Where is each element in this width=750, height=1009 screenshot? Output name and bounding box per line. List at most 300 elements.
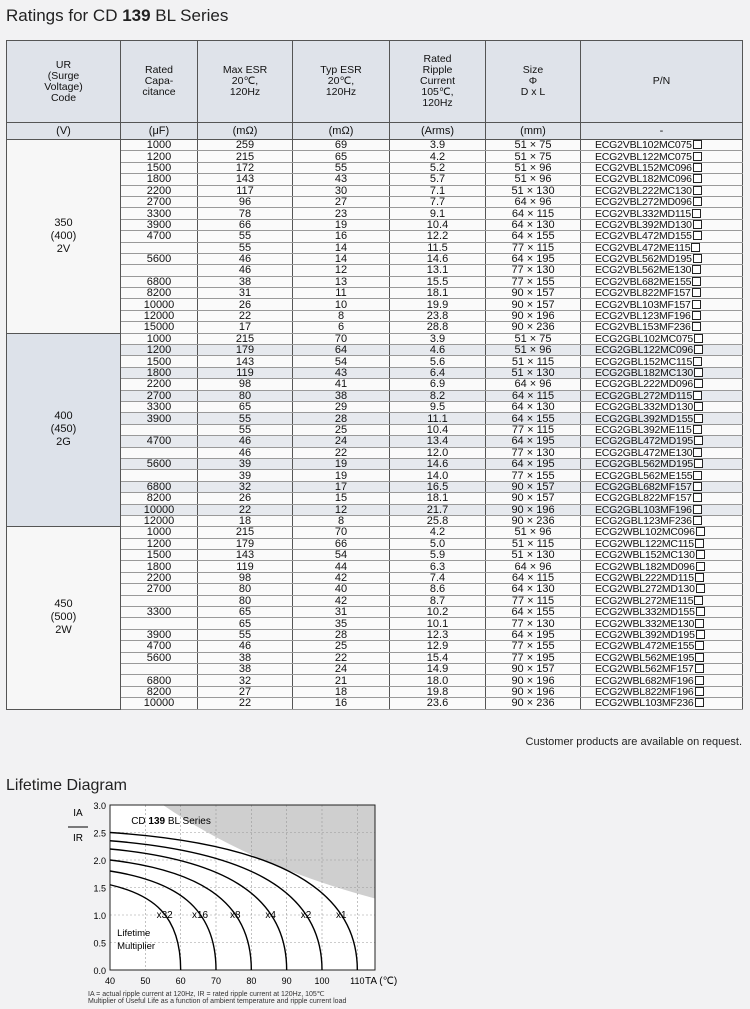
pn-cell: ECG2GBL562ME155	[581, 470, 743, 481]
capacitance-cell: 4700	[121, 436, 198, 447]
header-line: Rated	[423, 53, 452, 65]
voltage-line: 2G	[56, 436, 71, 449]
size-cell: 77 × 130	[486, 618, 581, 629]
checkbox-placeholder-icon	[692, 311, 701, 320]
typ-esr-cell: 24	[293, 663, 390, 674]
size-cell: 51 × 75	[486, 333, 581, 344]
typ-esr-cell: 30	[293, 185, 390, 196]
y-label-top: IA	[73, 808, 83, 819]
size-cell: 90 × 157	[486, 493, 581, 504]
checkbox-placeholder-icon	[695, 573, 704, 582]
typ-esr-cell: 44	[293, 561, 390, 572]
checkbox-placeholder-icon	[693, 220, 702, 229]
voltage-line: 350	[54, 216, 73, 229]
pn-cell: ECG2WBL822MF196	[581, 686, 743, 697]
size-cell: 77 × 115	[486, 242, 581, 253]
x-tick-label: 100	[314, 976, 330, 986]
capacitance-cell	[121, 470, 198, 481]
capacitance-cell: 8200	[121, 493, 198, 504]
max-esr-cell: 119	[198, 367, 293, 378]
col-header-ripple	[390, 41, 486, 123]
ripple-cell: 15.4	[390, 652, 486, 663]
size-cell: 64 × 115	[486, 572, 581, 583]
capacitance-cell: 1800	[121, 561, 198, 572]
max-esr-cell: 22	[198, 698, 293, 709]
ripple-cell: 28.8	[390, 322, 486, 333]
max-esr-cell: 55	[198, 629, 293, 640]
size-cell: 51 × 130	[486, 185, 581, 196]
pn-cell: ECG2GBL332MD130	[581, 401, 743, 412]
capacitance-cell	[121, 618, 198, 629]
typ-esr-cell: 19	[293, 219, 390, 230]
ripple-cell: 5.0	[390, 538, 486, 549]
max-esr-cell: 179	[198, 345, 293, 356]
checkbox-placeholder-icon	[693, 254, 702, 263]
max-esr-cell: 22	[198, 504, 293, 515]
ripple-cell: 12.0	[390, 447, 486, 458]
typ-esr-cell: 69	[293, 140, 390, 151]
ripple-cell: 14.9	[390, 663, 486, 674]
capacitance-cell: 1200	[121, 151, 198, 162]
typ-esr-cell: 16	[293, 231, 390, 242]
y-tick-label: 2.5	[93, 828, 106, 839]
header-line: Code	[50, 91, 77, 104]
header-line: 105℃,	[421, 86, 454, 98]
pn-cell: ECG2GBL562MD195	[581, 458, 743, 469]
checkbox-placeholder-icon	[693, 357, 702, 366]
capacitance-cell: 3300	[121, 208, 198, 219]
typ-esr-cell: 64	[293, 345, 390, 356]
ripple-cell: 5.6	[390, 356, 486, 367]
pn-cell: ECG2VBL222MC130	[581, 185, 743, 196]
pn-cell: ECG2WBL103MF236	[581, 698, 743, 709]
capacitance-cell: 10000	[121, 698, 198, 709]
multiplier-label-1: Lifetime	[117, 927, 151, 939]
max-esr-cell: 55	[198, 424, 293, 435]
ripple-cell: 14.6	[390, 458, 486, 469]
size-cell: 90 × 157	[486, 481, 581, 492]
capacitance-cell: 1500	[121, 162, 198, 173]
max-esr-cell: 46	[198, 436, 293, 447]
typ-esr-cell: 17	[293, 481, 390, 492]
pn-cell: ECG2VBL562ME130	[581, 265, 743, 276]
capacitance-cell: 3300	[121, 607, 198, 618]
max-esr-cell: 46	[198, 447, 293, 458]
header-line: UR	[55, 58, 72, 71]
header-line: Capa-	[144, 75, 174, 87]
checkbox-placeholder-icon	[696, 630, 705, 639]
max-esr-cell: 39	[198, 470, 293, 481]
capacitance-cell	[121, 447, 198, 458]
max-esr-cell: 117	[198, 185, 293, 196]
pn-cell: ECG2WBL682MF196	[581, 675, 743, 686]
table-row	[7, 527, 743, 538]
checkbox-placeholder-icon	[692, 209, 701, 218]
typ-esr-cell: 31	[293, 607, 390, 618]
typ-esr-cell: 35	[293, 618, 390, 629]
series-label-x1: x1	[336, 909, 347, 921]
pn-cell: ECG2WBL392MD195	[581, 629, 743, 640]
unit-ripple: (Arms)	[390, 123, 486, 140]
typ-esr-cell: 19	[293, 458, 390, 469]
voltage-group-400	[7, 333, 743, 527]
pn-cell: ECG2GBL392ME115	[581, 424, 743, 435]
checkbox-placeholder-icon	[695, 698, 704, 707]
size-cell: 90 × 196	[486, 675, 581, 686]
pn-cell: ECG2WBL562MF157	[581, 663, 743, 674]
capacitance-cell: 6800	[121, 481, 198, 492]
header-line: D x L	[520, 86, 546, 98]
chart-series-label: CD 139 BL Series	[131, 816, 211, 827]
typ-esr-cell: 25	[293, 641, 390, 652]
size-cell: 64 × 96	[486, 561, 581, 572]
unit-max-esr: (mΩ)	[198, 123, 293, 140]
ripple-cell: 4.2	[390, 527, 486, 538]
header-line: 20℃,	[327, 75, 355, 87]
typ-esr-cell: 42	[293, 595, 390, 606]
ripple-cell: 3.9	[390, 333, 486, 344]
typ-esr-cell: 40	[293, 584, 390, 595]
pn-cell: ECG2WBL222MD115	[581, 572, 743, 583]
typ-esr-cell: 12	[293, 504, 390, 515]
ripple-cell: 25.8	[390, 515, 486, 526]
ripple-cell: 21.7	[390, 504, 486, 515]
capacitance-cell: 12000	[121, 515, 198, 526]
checkbox-placeholder-icon	[693, 197, 702, 206]
max-esr-cell: 26	[198, 493, 293, 504]
checkbox-placeholder-icon	[693, 140, 702, 149]
capacitance-cell	[121, 242, 198, 253]
header-line: Voltage)	[44, 80, 83, 93]
pn-cell: ECG2VBL472MD155	[581, 231, 743, 242]
col-header-size	[486, 41, 581, 123]
checkbox-placeholder-icon	[694, 596, 703, 605]
checkbox-placeholder-icon	[696, 527, 705, 536]
voltage-line: 2V	[56, 242, 71, 255]
pn-cell: ECG2VBL123MF196	[581, 310, 743, 321]
capacitance-cell: 2200	[121, 185, 198, 196]
size-cell: 64 × 130	[486, 401, 581, 412]
pn-cell: ECG2WBL182MD096	[581, 561, 743, 572]
ripple-cell: 19.9	[390, 299, 486, 310]
ripple-cell: 5.2	[390, 162, 486, 173]
checkbox-placeholder-icon	[695, 664, 704, 673]
max-esr-cell: 32	[198, 675, 293, 686]
header-line: citance	[142, 86, 176, 98]
ratings-table	[6, 40, 743, 710]
capacitance-cell	[121, 595, 198, 606]
unit-capacitance: (μF)	[121, 123, 198, 140]
header-line: 120Hz	[422, 97, 453, 109]
checkbox-placeholder-icon	[694, 379, 703, 388]
pn-cell: ECG2WBL272MD130	[581, 584, 743, 595]
checkbox-placeholder-icon	[691, 243, 700, 252]
table-header-row	[7, 41, 743, 123]
size-cell: 51 × 130	[486, 550, 581, 561]
max-esr-cell: 172	[198, 162, 293, 173]
table-units-row	[7, 123, 743, 140]
size-cell: 77 × 155	[486, 276, 581, 287]
typ-esr-cell: 16	[293, 698, 390, 709]
ripple-cell: 5.9	[390, 550, 486, 561]
checkbox-placeholder-icon	[693, 231, 702, 240]
typ-esr-cell: 25	[293, 424, 390, 435]
typ-esr-cell: 22	[293, 447, 390, 458]
max-esr-cell: 55	[198, 413, 293, 424]
size-cell: 90 × 236	[486, 698, 581, 709]
typ-esr-cell: 65	[293, 151, 390, 162]
header-line: Typ ESR	[320, 64, 362, 76]
size-cell: 64 × 130	[486, 584, 581, 595]
capacitance-cell: 3900	[121, 629, 198, 640]
max-esr-cell: 98	[198, 572, 293, 583]
pn-cell: ECG2VBL562MD195	[581, 253, 743, 264]
typ-esr-cell: 29	[293, 401, 390, 412]
capacitance-cell: 4700	[121, 641, 198, 652]
voltage-line: (500)	[50, 611, 77, 624]
capacitance-cell: 1800	[121, 367, 198, 378]
size-cell: 51 × 96	[486, 345, 581, 356]
size-cell: 64 × 195	[486, 436, 581, 447]
size-cell: 77 × 155	[486, 641, 581, 652]
voltage-line: (400)	[50, 229, 77, 242]
typ-esr-cell: 19	[293, 470, 390, 481]
checkbox-placeholder-icon	[692, 322, 701, 331]
ripple-cell: 18.1	[390, 288, 486, 299]
ripple-cell: 10.1	[390, 618, 486, 629]
pn-cell: ECG2VBL272MD096	[581, 196, 743, 207]
size-cell: 77 × 130	[486, 265, 581, 276]
col-header-code	[7, 41, 121, 123]
checkbox-placeholder-icon	[695, 653, 704, 662]
ripple-cell: 7.7	[390, 196, 486, 207]
max-esr-cell: 259	[198, 140, 293, 151]
size-cell: 64 × 155	[486, 231, 581, 242]
checkbox-placeholder-icon	[693, 425, 702, 434]
ripple-cell: 8.7	[390, 595, 486, 606]
max-esr-cell: 55	[198, 242, 293, 253]
header-line: Size	[522, 64, 544, 76]
ripple-cell: 11.1	[390, 413, 486, 424]
pn-cell: ECG2GBL123MF236	[581, 515, 743, 526]
size-cell: 51 × 96	[486, 162, 581, 173]
typ-esr-cell: 41	[293, 379, 390, 390]
unit-pn: -	[581, 123, 743, 140]
pn-cell: ECG2WBL332ME130	[581, 618, 743, 629]
capacitance-cell: 2200	[121, 572, 198, 583]
max-esr-cell: 143	[198, 550, 293, 561]
header-line: Ripple	[422, 64, 453, 76]
typ-esr-cell: 8	[293, 515, 390, 526]
ripple-cell: 23.6	[390, 698, 486, 709]
max-esr-cell: 143	[198, 174, 293, 185]
size-cell: 64 × 195	[486, 629, 581, 640]
size-cell: 64 × 96	[486, 196, 581, 207]
pn-cell: ECG2VBL152MC096	[581, 162, 743, 173]
typ-esr-cell: 54	[293, 356, 390, 367]
pn-cell: ECG2GBL682MF157	[581, 481, 743, 492]
ripple-cell: 18.1	[390, 493, 486, 504]
checkbox-placeholder-icon	[692, 300, 701, 309]
series-label-x32: x32	[156, 909, 173, 921]
header-line: (Surge	[47, 69, 80, 82]
capacitance-cell: 5600	[121, 458, 198, 469]
typ-esr-cell: 13	[293, 276, 390, 287]
pn-cell: ECG2GBL102MC075	[581, 333, 743, 344]
ripple-cell: 10.4	[390, 424, 486, 435]
ripple-cell: 7.1	[390, 185, 486, 196]
ripple-cell: 9.5	[390, 401, 486, 412]
lifetime-chart	[0, 795, 400, 1009]
pn-cell: ECG2VBL122MC075	[581, 151, 743, 162]
size-cell: 77 × 115	[486, 424, 581, 435]
ripple-cell: 8.6	[390, 584, 486, 595]
ripple-cell: 13.1	[390, 265, 486, 276]
pn-cell: ECG2WBL332MD155	[581, 607, 743, 618]
typ-esr-cell: 14	[293, 253, 390, 264]
unit-code: (V)	[7, 123, 121, 140]
max-esr-cell: 22	[198, 310, 293, 321]
max-esr-cell: 17	[198, 322, 293, 333]
pn-cell: ECG2GBL222MD096	[581, 379, 743, 390]
x-tick-label: 60	[175, 976, 186, 986]
size-cell: 64 × 155	[486, 413, 581, 424]
checkbox-placeholder-icon	[696, 607, 705, 616]
max-esr-cell: 46	[198, 265, 293, 276]
col-header-max-esr	[198, 41, 293, 123]
checkbox-placeholder-icon	[694, 334, 703, 343]
voltage-code-cell	[7, 333, 121, 527]
checkbox-placeholder-icon	[693, 163, 702, 172]
x-tick-label: 70	[210, 976, 222, 986]
pn-cell: ECG2VBL472ME115	[581, 242, 743, 253]
max-esr-cell: 215	[198, 151, 293, 162]
pn-cell: ECG2WBL562ME195	[581, 652, 743, 663]
ripple-cell: 11.5	[390, 242, 486, 253]
capacitance-cell: 8200	[121, 686, 198, 697]
checkbox-placeholder-icon	[694, 459, 703, 468]
typ-esr-cell: 66	[293, 538, 390, 549]
max-esr-cell: 65	[198, 618, 293, 629]
checkbox-placeholder-icon	[693, 493, 702, 502]
checkbox-placeholder-icon	[693, 482, 702, 491]
size-cell: 64 × 155	[486, 607, 581, 618]
capacitance-cell: 3900	[121, 413, 198, 424]
max-esr-cell: 32	[198, 481, 293, 492]
footnote-1: IA = actual ripple current at 120Hz, IR = rated ripple current at 120Hz, 105℃	[88, 991, 325, 998]
pn-cell: ECG2VBL332MD115	[581, 208, 743, 219]
y-tick-label: 0.0	[93, 966, 106, 976]
checkbox-placeholder-icon	[694, 414, 703, 423]
checkbox-placeholder-icon	[696, 550, 705, 559]
typ-esr-cell: 15	[293, 493, 390, 504]
checkbox-placeholder-icon	[696, 562, 705, 571]
checkbox-placeholder-icon	[695, 641, 704, 650]
typ-esr-cell: 14	[293, 242, 390, 253]
checkbox-placeholder-icon	[693, 448, 702, 457]
voltage-line: 400	[54, 410, 73, 423]
max-esr-cell: 143	[198, 356, 293, 367]
series-label-x4: x4	[265, 909, 276, 921]
capacitance-cell	[121, 265, 198, 276]
checkbox-placeholder-icon	[694, 402, 703, 411]
max-esr-cell: 66	[198, 219, 293, 230]
max-esr-cell: 65	[198, 401, 293, 412]
size-cell: 51 × 75	[486, 151, 581, 162]
ripple-cell: 15.5	[390, 276, 486, 287]
size-cell: 90 × 196	[486, 686, 581, 697]
checkbox-placeholder-icon	[693, 174, 702, 183]
ripple-cell: 14.6	[390, 253, 486, 264]
size-cell: 51 × 96	[486, 174, 581, 185]
ripple-cell: 10.2	[390, 607, 486, 618]
checkbox-placeholder-icon	[692, 265, 701, 274]
table-row	[7, 140, 743, 151]
col-header-capacitance	[121, 41, 198, 123]
capacitance-cell: 8200	[121, 288, 198, 299]
max-esr-cell: 78	[198, 208, 293, 219]
capacitance-cell: 6800	[121, 675, 198, 686]
header-line: Max ESR	[222, 64, 268, 76]
pn-cell: ECG2WBL272ME115	[581, 595, 743, 606]
footnote-2: Multiplier of Useful Life as a function of ambient temperature and ripple current load	[88, 998, 347, 1005]
pn-cell: ECG2VBL153MF236	[581, 322, 743, 333]
max-esr-cell: 98	[198, 379, 293, 390]
size-cell: 51 × 130	[486, 367, 581, 378]
ripple-cell: 16.5	[390, 481, 486, 492]
capacitance-cell	[121, 424, 198, 435]
series-label-x2: x2	[300, 909, 312, 921]
size-cell: 51 × 96	[486, 527, 581, 538]
header-line: 120Hz	[229, 86, 261, 98]
capacitance-cell: 2700	[121, 196, 198, 207]
checkbox-placeholder-icon	[693, 505, 702, 514]
x-tick-label: 40	[104, 976, 116, 986]
size-cell: 51 × 115	[486, 538, 581, 549]
table-row	[7, 333, 743, 344]
capacitance-cell: 6800	[121, 276, 198, 287]
checkbox-placeholder-icon	[694, 436, 703, 445]
multiplier-label-2: Multiplier	[117, 941, 156, 953]
ripple-cell: 18.0	[390, 675, 486, 686]
header-line: 20℃,	[231, 75, 259, 87]
unit-size: (mm)	[486, 123, 581, 140]
checkbox-placeholder-icon	[695, 676, 704, 685]
pn-cell: ECG2VBL182MC096	[581, 174, 743, 185]
size-cell: 77 × 130	[486, 447, 581, 458]
size-cell: 90 × 236	[486, 515, 581, 526]
ripple-cell: 9.1	[390, 208, 486, 219]
y-tick-label: 0.5	[93, 938, 106, 949]
pn-cell: ECG2GBL152MC115	[581, 356, 743, 367]
pn-cell: ECG2VBL822MF157	[581, 288, 743, 299]
typ-esr-cell: 10	[293, 299, 390, 310]
header-line: Current	[419, 75, 455, 87]
unit-typ-esr: (mΩ)	[293, 123, 390, 140]
capacitance-cell: 1200	[121, 538, 198, 549]
pn-cell: ECG2GBL472MD195	[581, 436, 743, 447]
max-esr-cell: 215	[198, 527, 293, 538]
max-esr-cell: 38	[198, 652, 293, 663]
size-cell: 90 × 236	[486, 322, 581, 333]
size-cell: 51 × 115	[486, 356, 581, 367]
typ-esr-cell: 70	[293, 527, 390, 538]
customer-note: Customer products are available on request.	[525, 736, 742, 748]
capacitance-cell: 1000	[121, 333, 198, 344]
y-tick-label: 2.0	[93, 856, 106, 866]
typ-esr-cell: 42	[293, 572, 390, 583]
pn-cell: ECG2VBL103MF157	[581, 299, 743, 310]
